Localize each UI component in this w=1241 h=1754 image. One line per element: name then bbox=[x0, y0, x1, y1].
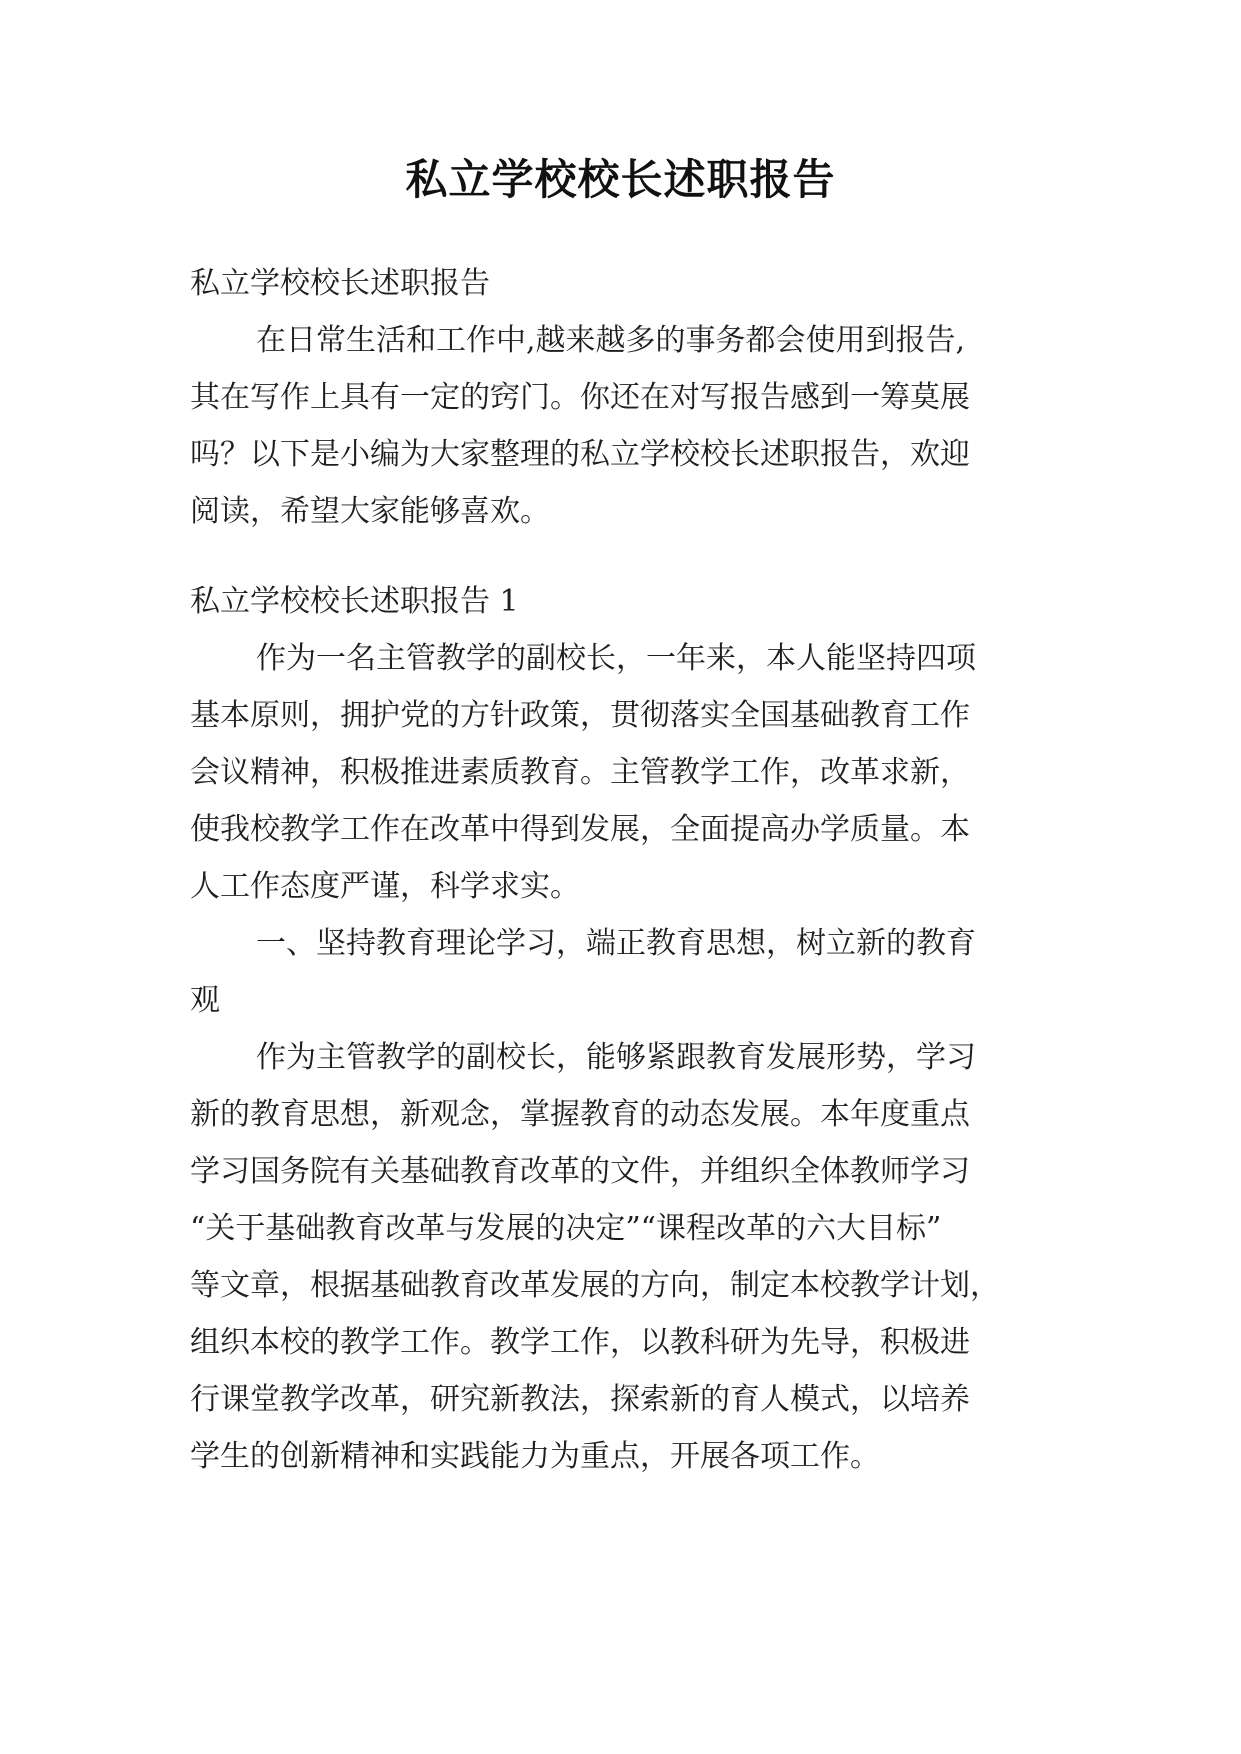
text-line: 私立学校校长述职报告 1 bbox=[190, 584, 519, 619]
text-line: 吗？以下是小编为大家整理的私立学校校长述职报告，欢迎 bbox=[190, 437, 970, 472]
text-line: 学习国务院有关基础教育改革的文件，并组织全体教师学习 bbox=[190, 1154, 970, 1189]
text-line: 等文章，根据基础教育改革发展的方向，制定本校教学计划， bbox=[190, 1268, 1000, 1303]
text-line: 使我校教学工作在改革中得到发展，全面提高办学质量。本 bbox=[190, 812, 970, 847]
text-line: 行课堂教学改革，研究新教法，探索新的育人模式，以培养 bbox=[190, 1382, 970, 1417]
document-title: 私立学校校长述职报告 bbox=[405, 155, 836, 204]
text-line: 组织本校的教学工作。教学工作，以教科研为先导，积极进 bbox=[190, 1325, 970, 1360]
text-line: 基本原则，拥护党的方针政策，贯彻落实全国基础教育工作 bbox=[190, 698, 970, 733]
text-line: 学生的创新精神和实践能力为重点，开展各项工作。 bbox=[190, 1439, 880, 1474]
text-line: 阅读，希望大家能够喜欢。 bbox=[190, 494, 550, 529]
text-line: 作为一名主管教学的副校长，一年来，本人能坚持四项 bbox=[256, 641, 976, 676]
text-line: 私立学校校长述职报告 bbox=[190, 266, 490, 301]
text-line: 观 bbox=[190, 983, 220, 1018]
text-line: 人工作态度严谨，科学求实。 bbox=[190, 869, 580, 904]
text-line: 新的教育思想，新观念，掌握教育的动态发展。本年度重点 bbox=[190, 1097, 970, 1132]
text-line: 会议精神，积极推进素质教育。主管教学工作，改革求新， bbox=[190, 755, 970, 790]
text-line: 作为主管教学的副校长，能够紧跟教育发展形势，学习 bbox=[256, 1040, 976, 1075]
text-line: 一、坚持教育理论学习，端正教育思想，树立新的教育 bbox=[256, 926, 976, 961]
text-line: 其在写作上具有一定的窍门。你还在对写报告感到一筹莫展 bbox=[190, 380, 970, 415]
text-line: 在日常生活和工作中,越来越多的事务都会使用到报告, bbox=[256, 323, 966, 358]
text-line: “关于基础教育改革与发展的决定”“课程改革的六大目标” bbox=[190, 1211, 942, 1246]
